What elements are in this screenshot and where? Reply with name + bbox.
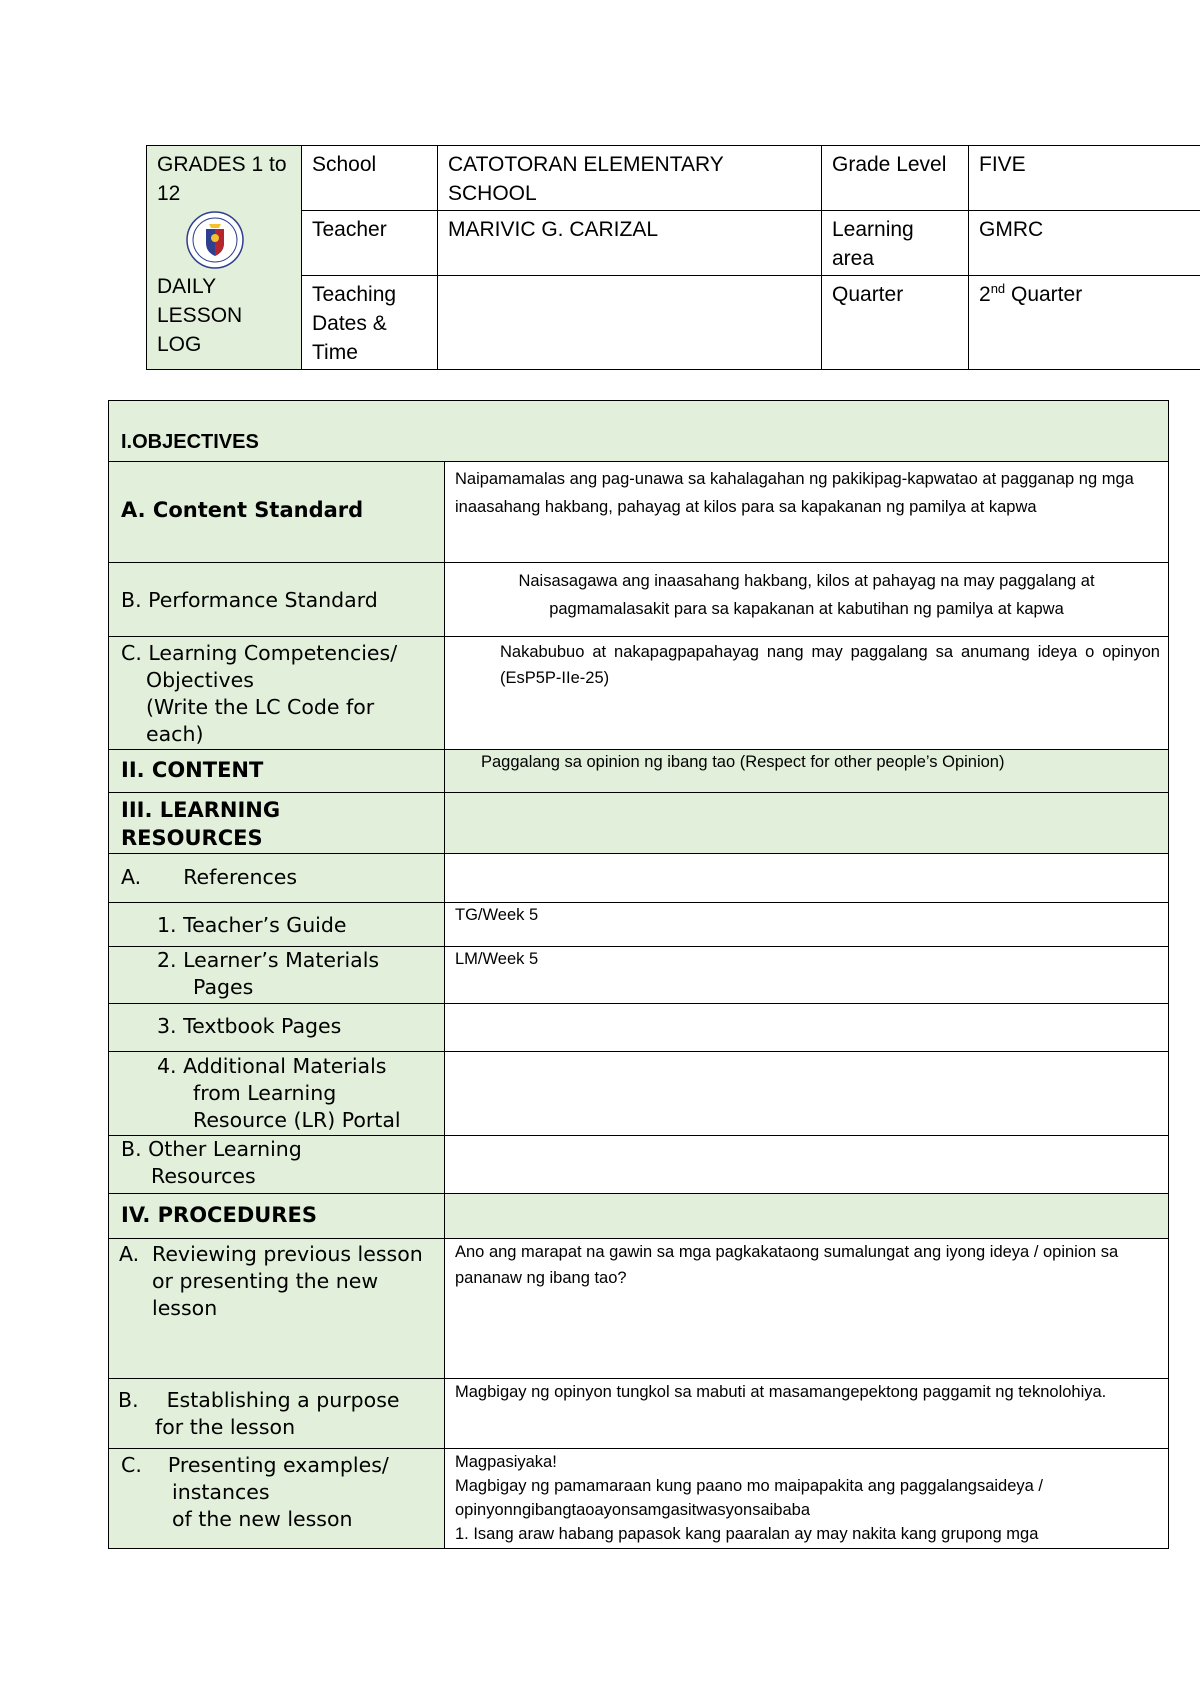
- teaching-dates-value: [438, 276, 822, 370]
- additional-materials-value-cell: [445, 1052, 1169, 1136]
- additional-materials-label-line-2: from Learning: [193, 1081, 337, 1105]
- purpose-value-cell: [445, 1379, 1169, 1449]
- dll-title-cell: [147, 146, 302, 370]
- grade-level-value: FIVE: [969, 146, 1200, 211]
- references-label-cell: [109, 854, 445, 903]
- presenting-label-line-2: instances: [172, 1480, 270, 1504]
- teachers-guide-label: 1. Teacher’s Guide: [157, 913, 347, 937]
- reviewing-value-cell: [445, 1239, 1169, 1379]
- teaching-dates-label: Teaching Dates & Time: [302, 276, 438, 370]
- other-resources-value-cell: [445, 1136, 1169, 1194]
- purpose-value: Magbigay ng opinyon tungkol sa mabuti at masamangepektong paggamit ng teknolohiya.: [455, 1383, 1107, 1401]
- daily-lesson-log-label: DAILY LESSON LOG: [157, 275, 243, 356]
- competencies-label-line-3: (Write the LC Code for each): [146, 695, 375, 746]
- presenting-value-line-2: Magbigay ng pamamaraan kung paano mo maipapakita ang paggalangsaideya / opinyonngibangtaoayonsamgasitwasyonsaibaba: [455, 1477, 1043, 1519]
- presenting-value-cell: [445, 1449, 1169, 1549]
- competencies-value: Nakabubuo at nakapagpapahayag nang may paggalang sa anumang ideya o opinyon (EsP5P-IIe-25): [500, 643, 1160, 687]
- deped-seal-logo: [185, 210, 245, 270]
- other-resources-label-cell: [109, 1136, 445, 1194]
- content-standard-label: A. Content Standard: [121, 498, 364, 522]
- textbook-label-cell: [109, 1004, 445, 1052]
- quarter-suffix: nd: [990, 281, 1006, 296]
- content-value-cell: [445, 750, 1169, 793]
- teacher-value: MARIVIC G. CARIZAL: [438, 211, 822, 276]
- other-resources-label-line-1: B. Other Learning: [121, 1137, 302, 1161]
- competencies-label-line-1: C. Learning Competencies/: [121, 641, 398, 665]
- resources-label-cell: [109, 793, 445, 854]
- resources-value-cell: [445, 793, 1169, 854]
- purpose-letter: B.: [118, 1388, 139, 1412]
- presenting-label-cell: [109, 1449, 445, 1549]
- other-resources-label-line-2: Resources: [151, 1164, 256, 1188]
- performance-standard-value-cell: [445, 563, 1169, 637]
- textbook-label: 3. Textbook Pages: [157, 1014, 342, 1038]
- purpose-label-line-2: for the lesson: [155, 1415, 296, 1439]
- textbook-value-cell: [445, 1004, 1169, 1052]
- additional-materials-label-cell: [109, 1052, 445, 1136]
- objectives-header-row: [109, 401, 1169, 462]
- resources-title: III. LEARNING RESOURCES: [121, 798, 281, 850]
- grade-level-label: Grade Level: [822, 146, 969, 211]
- quarter-value: [969, 276, 1200, 370]
- presenting-letter: C.: [121, 1453, 142, 1477]
- performance-standard-label: B. Performance Standard: [121, 588, 378, 612]
- learners-materials-label-line-2: Pages: [193, 975, 254, 999]
- learners-materials-value: LM/Week 5: [455, 950, 539, 968]
- teacher-label: Teacher: [302, 211, 438, 276]
- competencies-label-cell: [109, 637, 445, 750]
- grades-label: GRADES 1 to 12: [157, 153, 287, 205]
- school-label: School: [302, 146, 438, 211]
- procedures-title: IV. PROCEDURES: [121, 1203, 317, 1227]
- quarter-word: Quarter: [1005, 283, 1083, 306]
- purpose-label-line-1: Establishing a purpose: [166, 1388, 400, 1412]
- reviewing-label: Reviewing previous lesson or presenting the new lesson: [152, 1242, 423, 1320]
- procedures-value-cell: [445, 1194, 1169, 1239]
- purpose-label-cell: [109, 1379, 445, 1449]
- quarter-label: Quarter: [822, 276, 969, 370]
- header-table: [146, 145, 1200, 370]
- performance-standard-value: Naisasagawa ang inaasahang hakbang, kilos at pahayag na may paggalang at pagmamalasakit para sa kapakanan at kabutihan ng pamilya at kapwa: [518, 572, 1095, 618]
- content-standard-value-cell: [445, 462, 1169, 563]
- learners-materials-value-cell: [445, 947, 1169, 1004]
- objectives-title: I.OBJECTIVES: [121, 431, 259, 453]
- additional-materials-label-line-1: 4. Additional Materials: [157, 1054, 387, 1078]
- lesson-plan-table: [108, 400, 1169, 1549]
- references-value-cell: [445, 854, 1169, 903]
- content-label-cell: [109, 750, 445, 793]
- references-label: References: [183, 865, 298, 889]
- learning-area-value: GMRC: [969, 211, 1200, 276]
- content-value: Paggalang sa opinion ng ibang tao (Respect for other people’s Opinion): [481, 753, 1005, 771]
- learning-area-label: Learning area: [822, 211, 969, 276]
- procedures-label-cell: [109, 1194, 445, 1239]
- reviewing-label-cell: [109, 1239, 445, 1379]
- presenting-label-line-1: Presenting examples/: [167, 1453, 389, 1477]
- performance-standard-label-cell: [109, 563, 445, 637]
- teachers-guide-value: TG/Week 5: [455, 906, 539, 924]
- reviewing-value: Ano ang marapat na gawin sa mga pagkakataong sumalungat ang iyong ideya / opinion sa pananaw ng ibang tao?: [455, 1243, 1119, 1287]
- learners-materials-label-line-1: 2. Learner’s Materials: [157, 948, 380, 972]
- presenting-value-line-1: Magpasiyaka!: [455, 1453, 557, 1471]
- school-value: CATOTORAN ELEMENTARY SCHOOL: [438, 146, 822, 211]
- content-standard-label-cell: [109, 462, 445, 563]
- learners-materials-label-cell: [109, 947, 445, 1004]
- reviewing-letter: A.: [119, 1242, 140, 1266]
- content-title: II. CONTENT: [121, 758, 264, 782]
- quarter-number: 2: [979, 283, 991, 306]
- additional-materials-label-line-3: Resource (LR) Portal: [193, 1108, 401, 1132]
- content-standard-value: Naipamamalas ang pag-unawa sa kahalagahan ng pakikipag-kapwatao at pagganap ng mga inaasahang hakbang, pahayag at kilos para sa kapakanan ng pamilya at kapwa: [455, 470, 1134, 516]
- teachers-guide-value-cell: [445, 903, 1169, 947]
- references-letter: A.: [121, 865, 142, 889]
- competencies-value-cell: [445, 637, 1169, 750]
- presenting-value-line-3: 1. Isang araw habang papasok kang paaralan ay may nakita kang grupong mga: [455, 1525, 1039, 1543]
- presenting-label-line-3: of the new lesson: [172, 1507, 353, 1531]
- competencies-label-line-2: Objectives: [146, 668, 254, 692]
- teachers-guide-label-cell: [109, 903, 445, 947]
